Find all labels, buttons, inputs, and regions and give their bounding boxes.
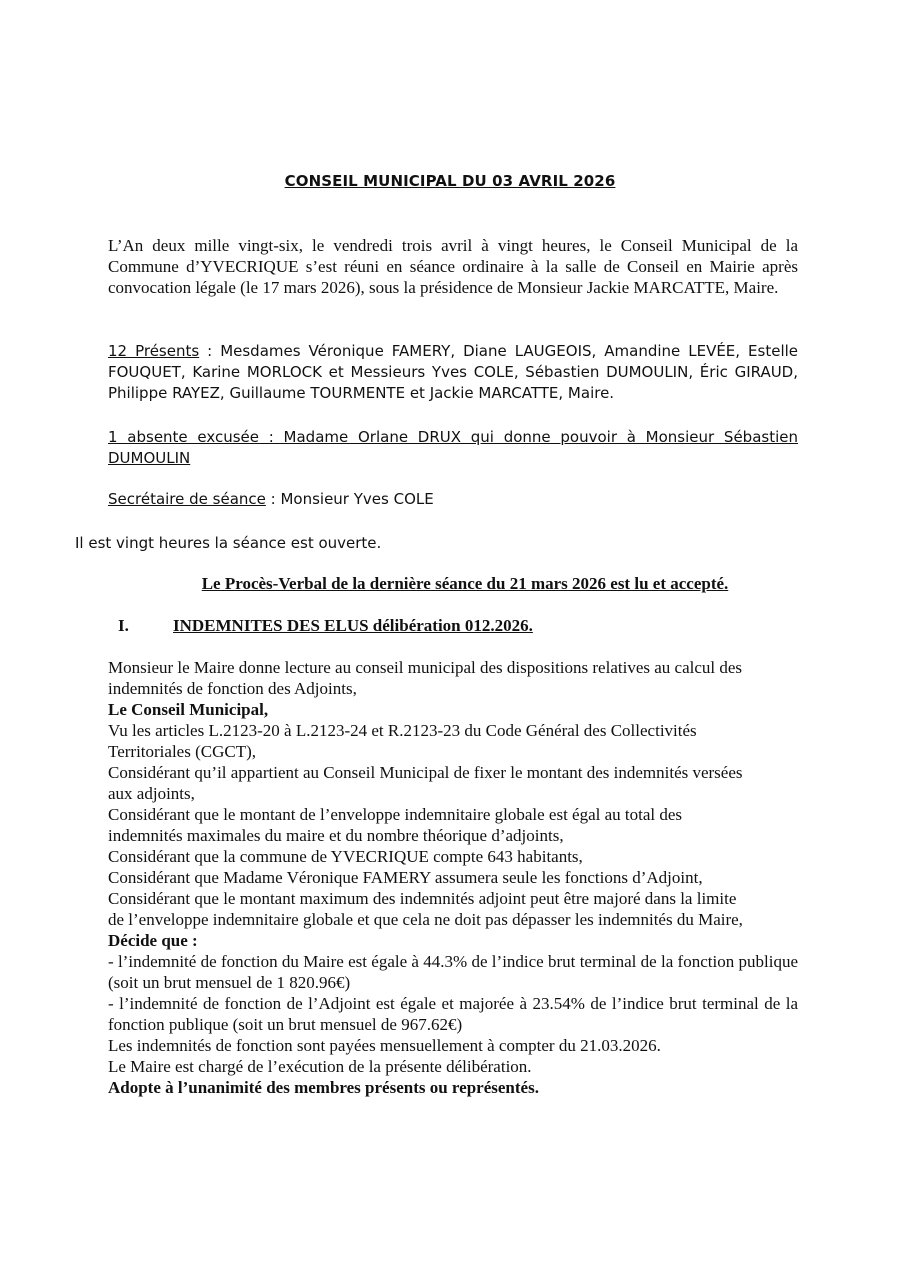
opening-statement: Il est vingt heures la séance est ouverte. — [75, 534, 382, 552]
deliberation-line: de l’enveloppe indemnitaire globale et que cela ne doit pas dépasser les indemnités du Maire, — [108, 910, 743, 929]
presents-paragraph — [108, 341, 798, 404]
deliberation-line: Le Maire est chargé de l’exécution de la présente délibération. — [108, 1057, 532, 1076]
deliberation-line: Considérant que la commune de YVECRIQUE compte 643 habitants, — [108, 847, 583, 866]
decision-heading: Décide que : — [108, 931, 198, 950]
absente-paragraph: 1 absente excusée : Madame Orlane DRUX qui donne pouvoir à Monsieur Sébastien DUMOULIN — [108, 428, 798, 467]
deliberation-line: Monsieur le Maire donne lecture au conseil municipal des dispositions relatives au calcul des — [108, 658, 743, 677]
section-title: INDEMNITES DES ELUS délibération 012.2026. — [173, 616, 533, 635]
section-heading — [118, 616, 533, 636]
adoption-statement: Adopte à l’unanimité des membres présents ou représentés. — [108, 1078, 539, 1097]
secretaire-text: : Monsieur Yves COLE — [265, 490, 434, 508]
secretaire-label: Secrétaire de séance — [108, 490, 266, 508]
deliberation-line: Les indemnités de fonction sont payées mensuellement à compter du 21.03.2026. — [108, 1036, 661, 1055]
section-number: I. — [118, 616, 129, 635]
deliberation-line: Considérant qu’il appartient au Conseil Municipal de fixer le montant des indemnités versées — [108, 763, 743, 782]
pv-statement: Le Procès-Verbal de la dernière séance du 21 mars 2026 est lu et accepté. — [201, 574, 729, 593]
presents-label: 12 Présents — [108, 342, 200, 360]
deliberation-line: Considérant que le montant maximum des indemnités adjoint peut être majoré dans la limite — [108, 889, 737, 908]
secretaire-paragraph — [108, 489, 798, 510]
deliberation-line: Considérant que Madame Véronique FAMERY assumera seule les fonctions d’Adjoint, — [108, 868, 703, 887]
deliberation-line: indemnités maximales du maire et du nombre théorique d’adjoints, — [108, 826, 564, 845]
deliberation-heading: Le Conseil Municipal, — [108, 700, 269, 719]
deliberation-line: Territoriales (CGCT), — [108, 742, 256, 761]
presents-text: : Mesdames Véronique FAMERY, Diane LAUGEOIS, Amandine LEVÉE, Estelle FOUQUET, Karine MORLOCK et Messieurs Yves COLE, Sébastien DUMOULIN, Éric GIRAUD, Philippe RAYEZ, Guillaume TOURMENTE et Jackie MARCATTE, Maire. — [108, 342, 799, 402]
decision-maire: - l’indemnité de fonction du Maire est égale à 44.3% de l’indice brut terminal de la fonction publique (soit un brut mensuel de 1 820.96€) — [108, 952, 798, 992]
deliberation-line: Vu les articles L.2123-20 à L.2123-24 et R.2123-23 du Code Général des Collectivités — [108, 721, 697, 740]
decision-adjoint: - l’indemnité de fonction de l’Adjoint est égale et majorée à 23.54% de l’indice brut terminal de la fonction publique (soit un brut mensuel de 967.62€) — [108, 994, 798, 1034]
deliberation-line: Considérant que le montant de l’enveloppe indemnitaire globale est égal au total des — [108, 805, 683, 824]
page-title: CONSEIL MUNICIPAL DU 03 AVRIL 2026 — [284, 172, 616, 190]
deliberation-line: indemnités de fonction des Adjoints, — [108, 679, 357, 698]
deliberation-line: aux adjoints, — [108, 784, 195, 803]
intro-paragraph: L’An deux mille vingt-six, le vendredi trois avril à vingt heures, le Conseil Municipal de la Commune d’YVECRIQUE s’est réuni en séance ordinaire à la salle de Conseil en Mairie après convocation légale (le 17 mars 2026), sous la présidence de Monsieur Jackie MARCATTE, Maire. — [108, 236, 798, 297]
deliberation-body — [108, 657, 798, 1098]
